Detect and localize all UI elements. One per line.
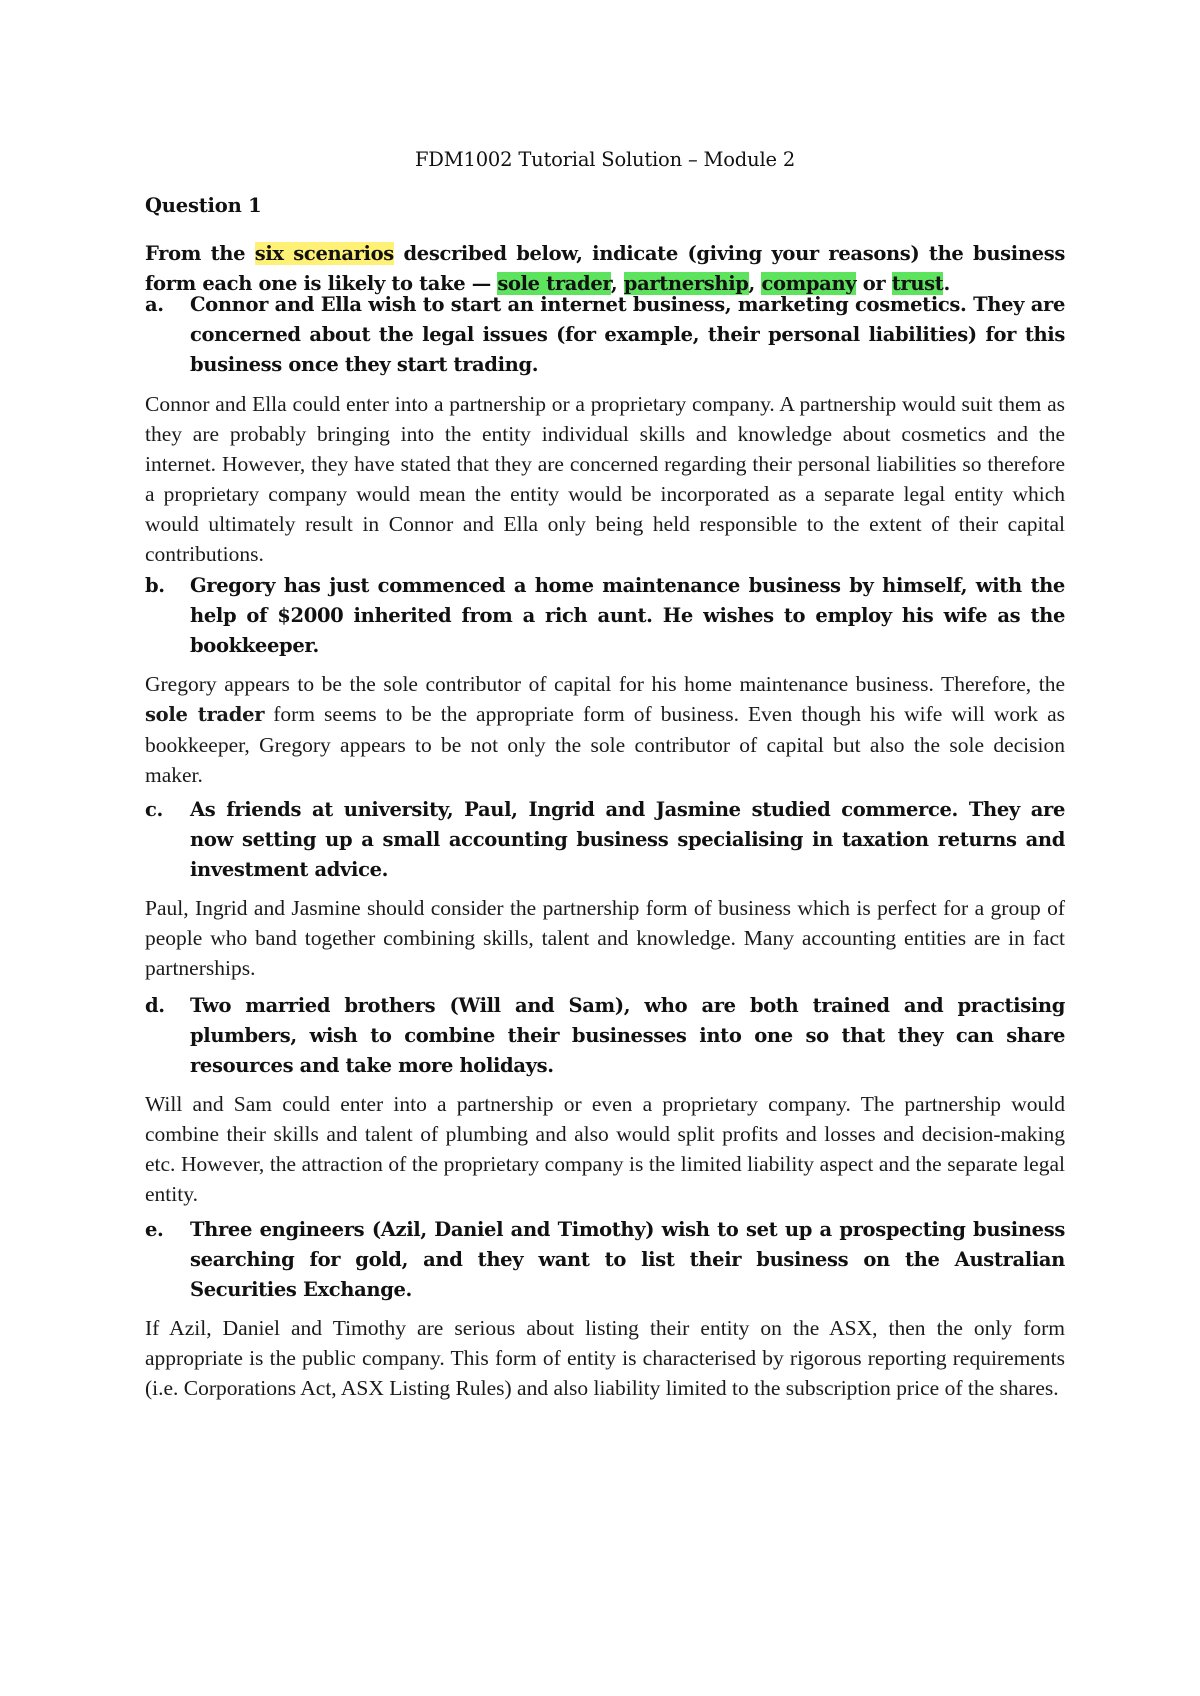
scenario-b-answer	[145, 669, 1065, 790]
intro-comma-1: ,	[610, 272, 624, 295]
scenario-question-text: As friends at university, Paul, Ingrid and Jasmine studied commerce. They are now setting up a small accounting business specialising in taxation returns and investment advice.	[190, 798, 1065, 881]
scenario-letter: c.	[145, 798, 163, 821]
scenario-a-answer: Connor and Ella could enter into a partnership or a proprietary company. A partnership would suit them as they are probably bringing into the entity individual skills and knowledge about cosmetics and the internet. However, they have stated that they are concerned regarding their personal liabilities so therefore a proprietary company would mean the entity would be incorporated as a separate legal entity which would ultimately result in Connor and Ella only being held responsible to the extent of their capital contributions.	[145, 392, 1065, 566]
intro-period: .	[943, 272, 950, 295]
scenario-c-answer: Paul, Ingrid and Jasmine should consider the partnership form of business which is perfect for a group of people who band together combining skills, talent and knowledge. Many accounting entities are in fact partnerships.	[145, 896, 1065, 980]
scenario-question-text: Gregory has just commenced a home maintenance business by himself, with the help of $2000 inherited from a rich aunt. He wishes to employ his wife as the bookkeeper.	[190, 574, 1065, 657]
scenario-d-question	[145, 991, 1065, 1081]
scenario-letter: a.	[145, 293, 164, 316]
answer-text-2: form seems to be the appropriate form of business. Even though his wife will work as bookkeeper, Gregory appears to be not only the sole contributor of capital but also the sole decision maker.	[145, 702, 1065, 787]
scenario-question-text: Connor and Ella wish to start an internet business, marketing cosmetics. They are concerned about the legal issues (for example, their personal liabilities) for this business once they start trading.	[190, 293, 1065, 376]
highlight-company: company	[761, 272, 857, 295]
scenario-letter: e.	[145, 1218, 164, 1241]
scenario-question-text: Two married brothers (Will and Sam), who are both trained and practising plumbers, wish to combine their businesses into one so that they can share resources and take more holidays.	[190, 994, 1065, 1077]
intro-text-1: From the	[145, 242, 255, 265]
scenario-a-question	[145, 290, 1065, 380]
highlight-sole-trader: sole trader	[497, 272, 611, 295]
scenario-c-question	[145, 795, 1065, 885]
scenario-e-answer: If Azil, Daniel and Timothy are serious about listing their entity on the ASX, then the only form appropriate is the public company. This form of entity is characterised by rigorous reporting requirements (i.e. Corporations Act, ASX Listing Rules) and also liability limited to the subscription price of the shares.	[145, 1316, 1065, 1400]
scenario-b-question	[145, 571, 1065, 661]
highlight-trust: trust	[891, 272, 944, 295]
highlight-six-scenarios: six scenarios	[254, 242, 394, 265]
scenario-question-text: Three engineers (Azil, Daniel and Timothy) wish to set up a prospecting business searching for gold, and they want to list their business on the Australian Securities Exchange.	[190, 1218, 1065, 1301]
highlight-partnership: partnership	[623, 272, 749, 295]
intro-or: or	[856, 272, 892, 295]
question-heading: Question 1	[145, 194, 262, 217]
scenario-letter: b.	[145, 574, 165, 597]
scenario-letter: d.	[145, 994, 165, 1017]
intro-text-2: described below, indicate (giving your reasons) the business form each one is likely to take —	[145, 242, 1065, 295]
answer-text-1: Gregory appears to be the sole contributor of capital for his home maintenance business. Therefore, the	[145, 672, 1065, 696]
answer-bold-sole-trader: sole trader	[145, 703, 265, 726]
scenario-e-question	[145, 1215, 1065, 1305]
scenario-d-answer: Will and Sam could enter into a partnership or even a proprietary company. The partnership would combine their skills and talent of plumbing and also would split profits and losses and decision-making etc. However, the attraction of the proprietary company is the limited liability aspect and the separate legal entity.	[145, 1092, 1065, 1206]
intro-comma-2: ,	[748, 272, 762, 295]
page-title: FDM1002 Tutorial Solution – Module 2	[414, 148, 796, 171]
